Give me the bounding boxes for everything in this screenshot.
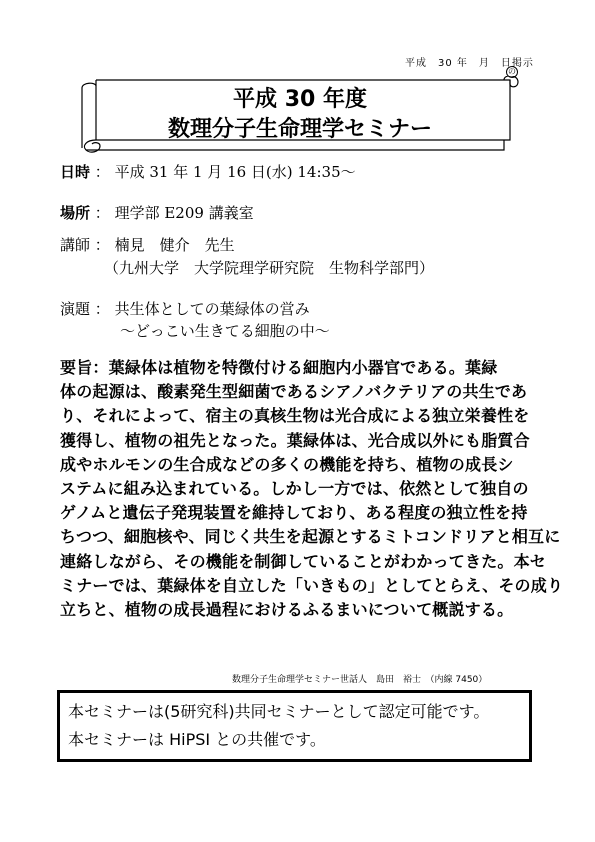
datetime-value: 平成 31 年 1 月 16 日(水) 14:35〜 [114,163,356,181]
venue-label: 場所 [60,204,91,222]
speaker-row [60,234,235,256]
venue-value: 理学部 E209 講義室 [114,204,254,222]
summary-line: 連絡しながら、その機能を制御していることがわかってきた。本セ [60,551,547,571]
title-line-name: 数理分子生命理学セミナー [167,117,432,142]
talk-label: 演題 [60,300,91,318]
speaker-affiliation: （九州大学 大学院理学研究院 生物科学部門） [104,259,435,277]
datetime-colon: ： [94,163,110,181]
venue-colon: ： [94,204,110,222]
talk-row [60,298,310,320]
notice-cosponsor: 本セミナーは HiPSI との共催です。 [68,730,326,749]
talk-colon: ： [94,300,110,318]
summary-line: り、それによって、宿主の真核生物は光合成による独立栄養性を [60,406,530,426]
summary-block [60,356,564,622]
datetime-label: 日時 [60,163,91,181]
talk-subtitle: 〜どっこい生きてる細胞の中〜 [120,322,330,340]
speaker-colon: ： [94,236,110,254]
summary-line: 獲得し、植物の祖先となった。葉緑体は、光合成以外にも脂質合 [60,430,530,450]
venue-row [60,202,254,224]
summary-line: ミナーでは、葉緑体を自立した「いきもの」としてとらえ、その成り [60,575,564,595]
summary-label: 要旨 [60,358,93,377]
datetime-row [60,161,356,183]
summary-line: ちつつ、細胞核や、同じく共生を起源とするミトコンドリアと相互に [60,527,561,547]
notice-box [57,690,532,762]
talk-title: 共生体としての葉緑体の営み [114,300,310,318]
title-line-year: 平成 30 年度 [233,87,367,112]
summary-line: ゲノムと遺伝子発現装置を維持しており、ある程度の独立性を持 [60,503,528,523]
summary-line: ステムに組み込まれている。しかし一方では、依然として独自の [60,479,529,499]
summary-line: 体の起源は、酸素発生型細菌であるシアノバクテリアの共生であ [60,382,528,402]
speaker-label: 講師 [60,236,91,254]
speaker-name: 楠見 健介 先生 [114,236,235,254]
notice-certification: 本セミナーは(5研究科)共同セミナーとして認定可能です。 [68,702,490,721]
organizer-contact: 数理分子生命理学セミナー世話人 島田 裕士 （内線 7450） [232,675,488,685]
posted-date: 平成 30 年 月 日掲示 [405,58,534,69]
posted-seal-mark: の [508,67,516,76]
summary-line: 成やホルモンの生合成などの多くの機能を持ち、植物の成長シ [60,454,514,474]
summary-line: 要旨：葉緑体は植物を特徴付ける細胞内小器官である。葉緑 [60,358,498,377]
banner-title [100,85,500,145]
summary-line: 立ちと、植物の成長過程におけるふるまいについて概説する。 [60,600,514,620]
